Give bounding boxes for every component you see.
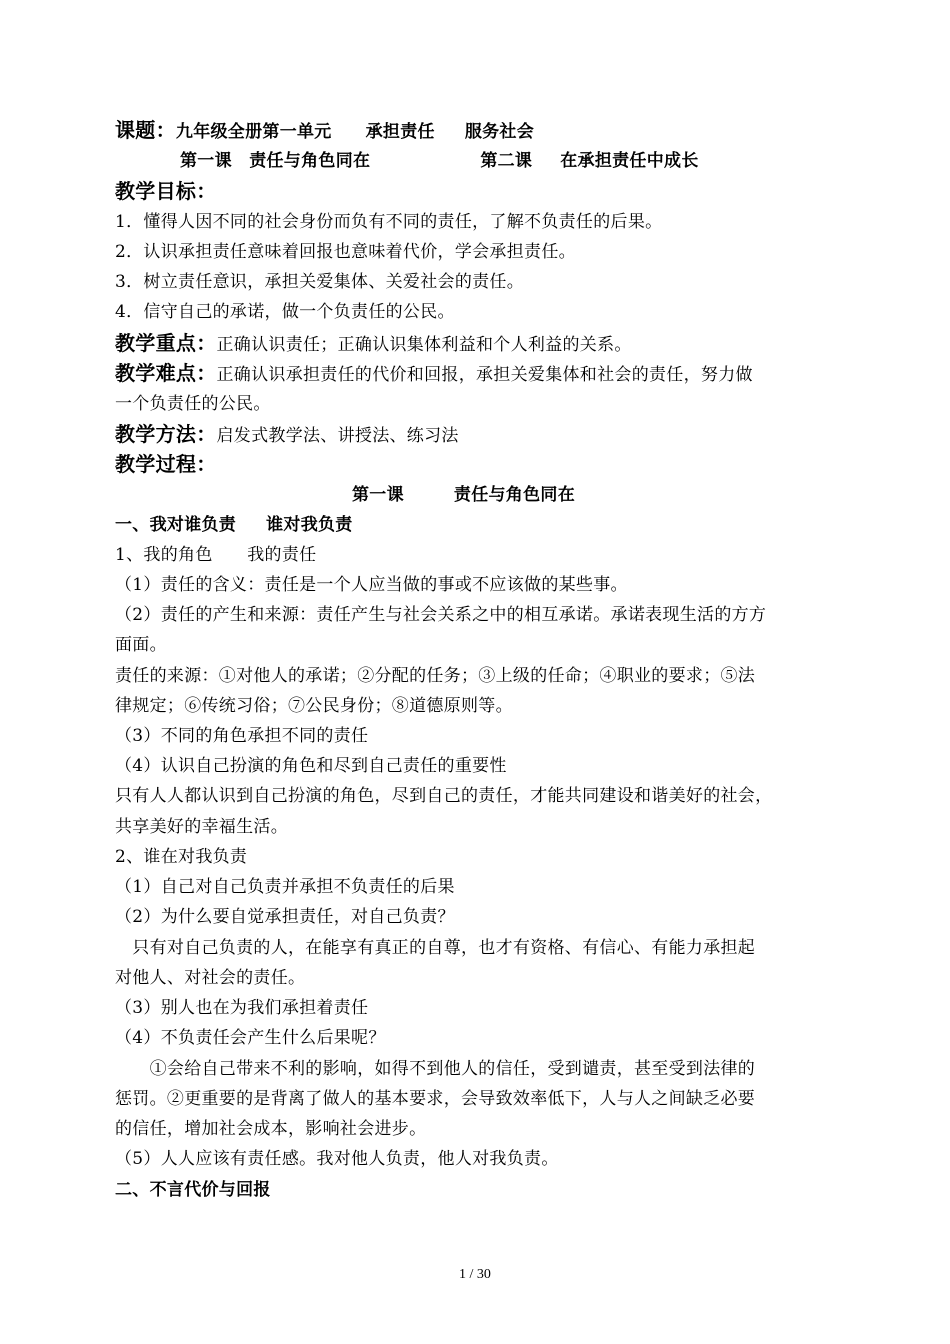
goal-item: 3．树立责任意识，承担关爱集体、关爱社会的责任。 — [115, 272, 525, 292]
title-label: 课题： — [115, 118, 176, 142]
body-line: 惩罚。②更重要的是背离了做人的基本要求，会导致效率低下，人与人之间缺乏必要 — [115, 1089, 756, 1109]
body-line: （1）责任的含义：责任是一个人应当做的事或不应该做的某些事。 — [115, 575, 628, 595]
lesson2-label: 第二课 — [480, 151, 533, 171]
lesson-heading — [352, 484, 950, 506]
difficult-label: 教学难点： — [115, 361, 217, 385]
key-point — [115, 332, 840, 356]
goal-item: 1．懂得人因不同的社会身份而负有不同的责任，了解不负责任的后果。 — [115, 212, 663, 232]
body-line: 面面。 — [115, 635, 167, 655]
title-line — [115, 119, 840, 143]
title-part1: 承担责任 — [365, 122, 435, 142]
section-heading-b: 谁对我负责 — [266, 515, 353, 535]
body-line: 责任的来源：①对他人的承诺；②分配的任务；③上级的任命；④职业的要求；⑤法 — [115, 666, 756, 686]
key-text: 正确认识责任；正确认识集体利益和个人利益的关系。 — [216, 335, 632, 355]
body-line: （4）不负责任会产生什么后果呢？ — [115, 1028, 386, 1048]
body-line: 的信任，增加社会成本，影响社会进步。 — [115, 1119, 427, 1139]
method-text: 启发式教学法、讲授法、练习法 — [216, 426, 459, 446]
body-line: （1）自己对自己负责并承担不负责任的后果 — [115, 877, 455, 897]
process-heading — [115, 453, 840, 477]
section-heading — [115, 514, 840, 536]
section2-heading: 二、不言代价与回报 — [115, 1180, 271, 1200]
lesson2-title: 在承担责任中成长 — [560, 151, 699, 171]
body-line: ①会给自己带来不利的影响，如得不到他人的信任，受到谴责，甚至受到法律的 — [115, 1059, 756, 1079]
lesson1-title: 第一课 责任与角色同在 — [180, 151, 371, 171]
body-line: 对他人、对社会的责任。 — [115, 968, 306, 988]
body-line: （2）为什么要自觉承担责任，对自己负责？ — [115, 907, 455, 927]
page-number: 1 / 30 — [459, 1267, 491, 1282]
body-line: 共享美好的幸福生活。 — [115, 817, 288, 837]
goal-item: 4．信守自己的承诺，做一个负责任的公民。 — [115, 302, 455, 322]
lessons-line — [180, 150, 905, 172]
goals-label: 教学目标： — [115, 179, 217, 203]
difficult-point — [115, 362, 840, 386]
body-line: （4）认识自己扮演的角色和尽到自己责任的重要性 — [115, 756, 507, 776]
body-line: 律规定；⑥传统习俗；⑦公民身份；⑧道德原则等。 — [115, 696, 513, 716]
body-line: （2）责任的产生和来源：责任产生与社会关系之中的相互承诺。承诺表现生活的方方 — [115, 605, 767, 625]
title-unit: 九年级全册第一单元 — [175, 122, 332, 142]
body-line: （3）不同的角色承担不同的责任 — [115, 726, 369, 746]
body-line: （3）别人也在为我们承担着责任 — [115, 998, 369, 1018]
process-label: 教学过程： — [115, 452, 217, 476]
body-line: 只有人人都认识到自己扮演的角色，尽到自己的责任，才能共同建设和谐美好的社会， — [115, 786, 773, 806]
lesson-heading-title: 责任与角色同在 — [453, 485, 576, 505]
key-label: 教学重点： — [115, 331, 217, 355]
section-heading-a: 一、我对谁负责 — [115, 515, 237, 535]
method-label: 教学方法： — [115, 422, 217, 446]
body-line: 2、谁在对我负责 — [115, 847, 248, 867]
body-line: （5）人人应该有责任感。我对他人负责，他人对我负责。 — [115, 1149, 559, 1169]
method — [115, 423, 840, 447]
lesson-heading-number: 第一课 — [352, 485, 404, 505]
body-line: 只有对自己负责的人，在能享有真正的自尊，也才有资格、有信心、有能力承担起 — [115, 938, 756, 958]
difficult-text-cont: 一个负责任的公民。 — [115, 394, 271, 414]
goal-item: 2．认识承担责任意味着回报也意味着代价，学会承担责任。 — [115, 242, 576, 262]
title-part2: 服务社会 — [464, 122, 535, 142]
goals-heading — [115, 180, 840, 204]
difficult-text: 正确认识承担责任的代价和回报，承担关爱集体和社会的责任，努力做 — [216, 365, 753, 385]
body-line: 1、我的角色 我的责任 — [115, 545, 317, 565]
